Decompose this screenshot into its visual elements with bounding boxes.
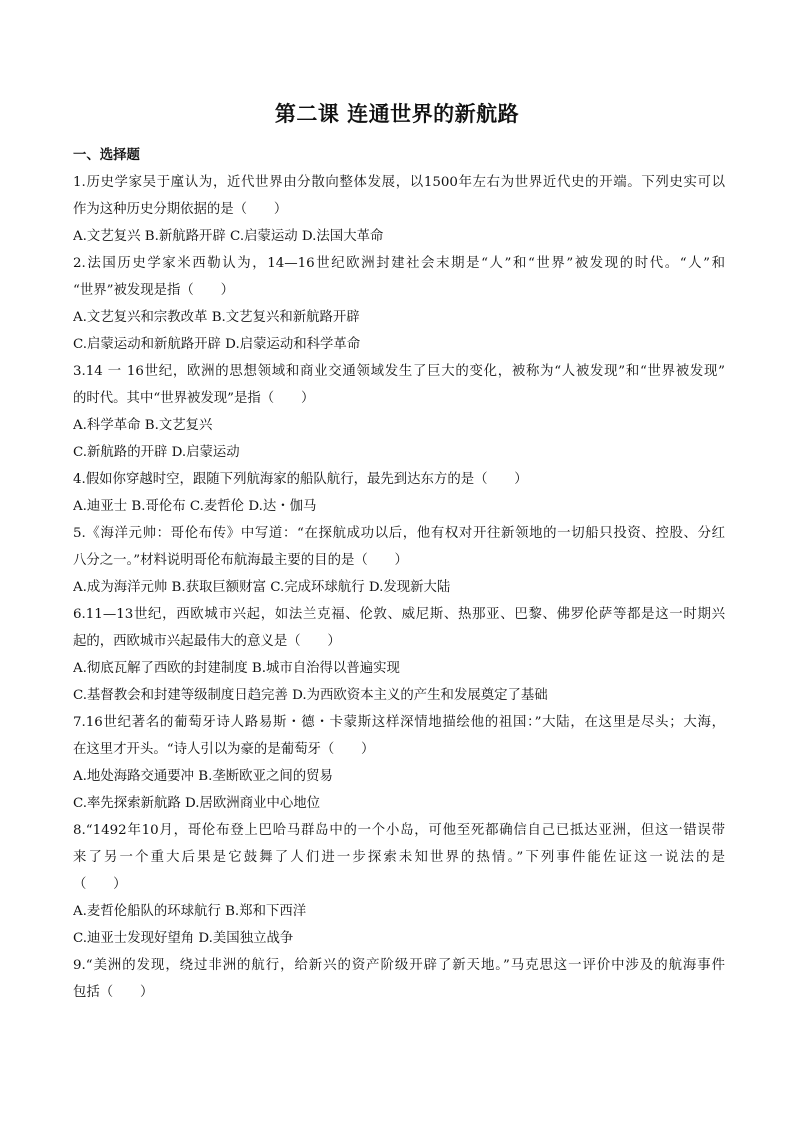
- section-heading: 一、选择题: [73, 148, 140, 163]
- question-stem-line: 的时代。其中“世界被发现”是指（ ）: [73, 391, 315, 406]
- question-stem-line: 1.历史学家吴于廑认为，近代世界由分散向整体发展，以1500年左右为世界近代史的开端。下列史实可以: [73, 175, 725, 190]
- question-stem-line: “世界”被发现是指（ ）: [73, 283, 234, 298]
- question-stem-line: 起的，西欧城市兴起最伟大的意义是（ ）: [73, 634, 341, 649]
- question-stem-line: 9.“美洲的发现，绕过非洲的航行，给新兴的资产阶级开辟了新天地。”马克思这一评价中涉及的航海事件: [73, 958, 725, 973]
- question-options-line: A.成为海洋元帅 B.获取巨额财富 C.完成环球航行 D.发现新大陆: [73, 580, 451, 595]
- question-options-line: C.迪亚士发现好望角 D.美国独立战争: [73, 931, 294, 946]
- question-stem-line: 包括（ ）: [73, 985, 154, 1000]
- question-6: [73, 601, 725, 709]
- question-options-line: C.新航路的开辟 D.启蒙运动: [73, 445, 240, 460]
- question-options-line: C.率先探索新航路 D.居欧洲商业中心地位: [73, 796, 321, 811]
- document-body: [73, 142, 725, 1006]
- question-stem-line: 3.14 一 16世纪，欧洲的思想领域和商业交通领域发生了巨大的变化，被称为“人被发现”和“世界被发现”: [73, 364, 725, 379]
- question-stem-line: 2.法国历史学家米西勒认为，14—16世纪欧洲封建社会末期是“人”和“世界”被发现的时代。“人”和: [73, 256, 725, 271]
- question-stem-line: 8.“1492年10月，哥伦布登上巴哈马群岛中的一个小岛，可他至死都确信自己已抵达亚洲，但这一错误带: [73, 823, 725, 838]
- question-stem-line: 6.11—13世纪，西欧城市兴起，如法兰克福、伦敦、威尼斯、热那亚、巴黎、佛罗伦萨等都是这一时期兴: [73, 607, 725, 622]
- question-3: [73, 358, 725, 466]
- question-4: [73, 466, 725, 520]
- question-1: [73, 169, 725, 250]
- question-options-line: A.科学革命 B.文艺复兴: [73, 418, 213, 433]
- question-stem-line: 作为这种历史分期依据的是（ ）: [73, 202, 288, 217]
- question-stem-line: （ ）: [73, 877, 127, 892]
- question-8: [73, 817, 725, 952]
- question-options-line: A.麦哲伦船队的环球航行 B.郑和下西洋: [73, 904, 307, 919]
- question-5: [73, 520, 725, 601]
- question-stem-line: 在这里才开头。“诗人引以为豪的是葡萄牙（ ）: [73, 742, 375, 757]
- question-options-line: A.迪亚士 B.哥伦布 C.麦哲伦 D.达・伽马: [73, 499, 317, 514]
- question-options-line: A.文艺复兴和宗教改革 B.文艺复兴和新航路开辟: [73, 310, 360, 325]
- question-stem-line: 八分之一。”材料说明哥伦布航海最主要的目的是（ ）: [73, 553, 408, 568]
- question-2: [73, 250, 725, 358]
- question-stem-line: 来了另一个重大后果是它鼓舞了人们进一步探索未知世界的热情。”下列事件能佐证这一说法的是: [73, 850, 725, 865]
- question-9: [73, 952, 725, 1006]
- question-stem-line: 4.假如你穿越时空，跟随下列航海家的船队航行，最先到达东方的是（ ）: [73, 472, 528, 487]
- question-options-line: A.彻底瓦解了西欧的封建制度 B.城市自治得以普遍实现: [73, 661, 400, 676]
- question-options-line: C.启蒙运动和新航路开辟 D.启蒙运动和科学革命: [73, 337, 361, 352]
- question-options-line: A.文艺复兴 B.新航路开辟 C.启蒙运动 D.法国大革命: [73, 229, 384, 244]
- question-stem-line: 7.16世纪著名的葡萄牙诗人路易斯・德・卡蒙斯这样深情地描绘他的祖国：”大陆，在这里是尽头；大海，: [73, 715, 725, 730]
- document-title: 第二课 连通世界的新航路: [274, 101, 520, 126]
- question-stem-line: 5.《海洋元帅：哥伦布传》中写道：“在探航成功以后，他有权对开往新领地的一切船只投资、控股、分红: [73, 526, 725, 541]
- question-options-line: C.基督教会和封建等级制度日趋完善 D.为西欧资本主义的产生和发展奠定了基础: [73, 688, 548, 703]
- question-options-line: A.地处海路交通要冲 B.垄断欧亚之间的贸易: [73, 769, 333, 784]
- question-7: [73, 709, 725, 817]
